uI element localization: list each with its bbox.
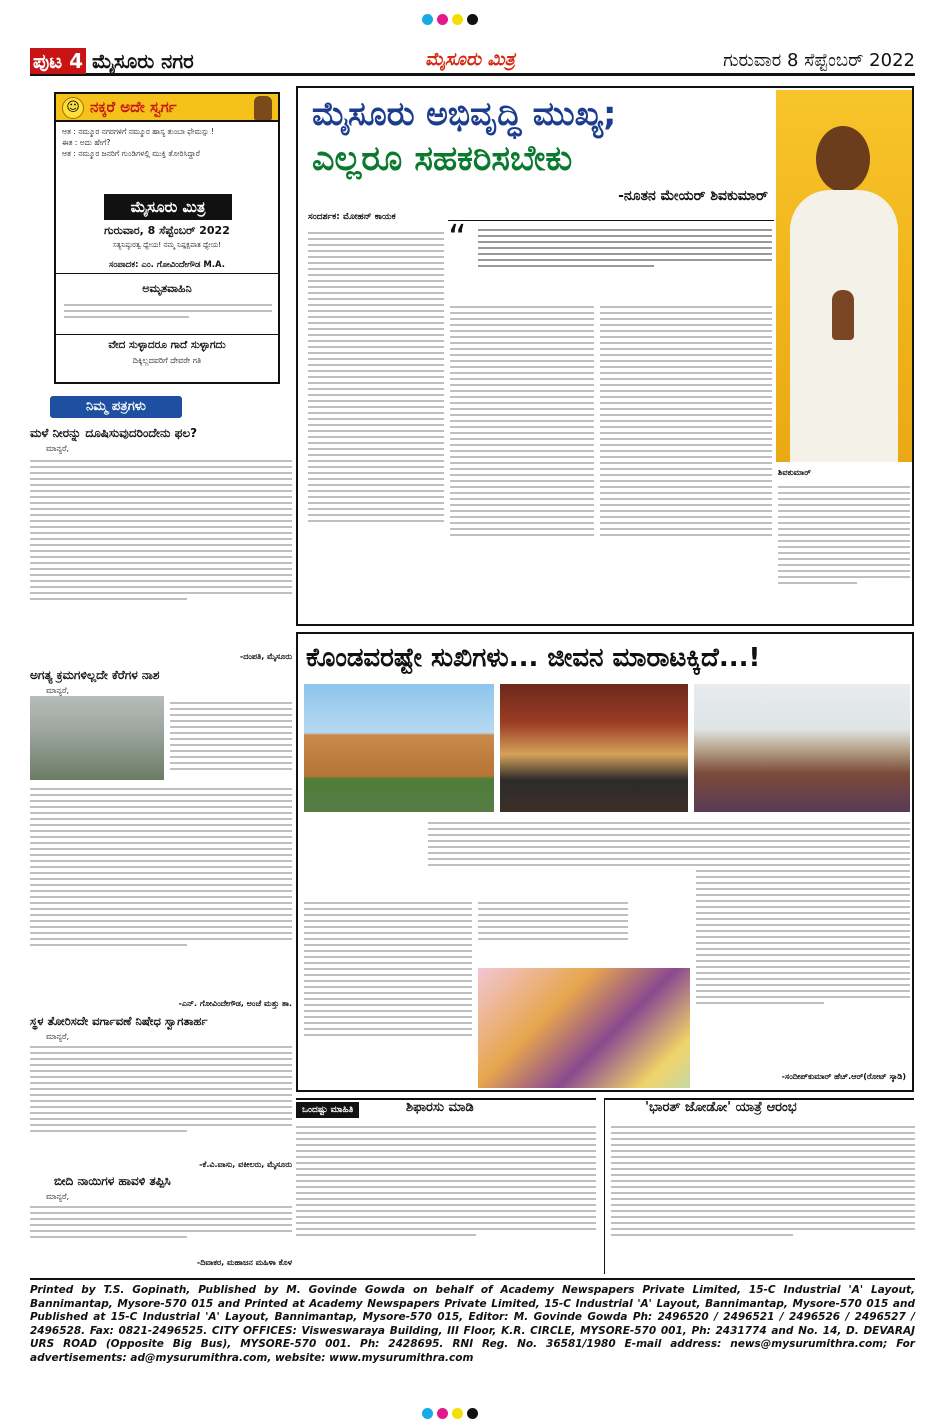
humor-dialogue: [62, 126, 274, 159]
intro-text: [478, 225, 772, 295]
lake-fog-photo: [30, 696, 164, 780]
issue-date: ಗುರುವಾರ 8 ಸೆಪ್ಟೆಂಬರ್ 2022: [723, 50, 915, 71]
recommend-body: [296, 1122, 596, 1274]
lead-column-2: [450, 302, 594, 620]
lead-column-4: [778, 482, 910, 620]
lead-column-3: [600, 302, 772, 620]
namaste-hands: [832, 290, 854, 340]
mini-tagline: ಸತ್ಯನಿಷ್ಠುರತ್ವ ಧ್ಯೇಯ! ನಮ್ಮ ನಿಷ್ಪಕ್ಷಪಾತ ಧ್ಯೇಯ!: [112, 241, 222, 249]
letter-signature: -ದಿವಾಕರ, ಮಹಾಜನ ಮಹಿಳಾ ಕೊಳ: [196, 1258, 292, 1267]
page-number-badge: ಪುಟ 4: [30, 48, 86, 74]
lead-byline: -ನೂತನ ಮೇಯರ್ ಶಿವಕುಮಾರ್: [618, 188, 768, 204]
feature-column-2: [478, 898, 628, 964]
letter-title: ಸ್ಥಳ ತೋರಿಸದೇ ವರ್ಗಾವಣೆ ನಿಷೇಧ ಸ್ವಾಗತಾರ್ಹ: [30, 1014, 208, 1028]
black-dot-icon: [467, 14, 478, 25]
letter-title: ಅಗತ್ಯ ಕ್ರಮಗಳಿಲ್ಲದೇ ಕೆರೆಗಳ ನಾಶ: [30, 668, 160, 682]
children-festival-photo: [478, 968, 690, 1088]
feature-credit: -ಸಂದೀಪ್‌ಕುಮಾರ್ ಹೆಚ್.ಆರ್(ರೋಟ್ ಸ್ಕಾಡಿ): [781, 1072, 906, 1081]
recommend-title: ಶಿಫಾರಸು ಮಾಡಿ: [406, 1100, 474, 1115]
humor-box: [54, 92, 280, 384]
letter-salutation: ಮಾನ್ಯರೆ,: [46, 1192, 70, 1201]
quote-mark-icon: “: [448, 218, 467, 259]
yellow-dot-icon: [452, 1408, 463, 1419]
lead-headline-2: ಎಲ್ಲರೂ ಸಹಕರಿಸಬೇಕು: [312, 139, 573, 179]
temple-idol-photo: [500, 684, 688, 812]
letter-body: [30, 1042, 292, 1160]
feature-story: [296, 632, 914, 1092]
feature-column-1: [304, 898, 472, 1088]
lead-headline-1: ಮೈಸೂರು ಅಭಿವೃದ್ಧಿ ಮುಖ್ಯ;: [312, 94, 617, 133]
humor-line: ಆತ : ನಮ್ಮೂರ ಜನರಿಗೆ ಗುಂಡಿಗಳಲ್ಲಿ ಮುಕ್ತಿ ತೋರಿಸಿದ್ದಾರೆ: [62, 149, 200, 158]
mayor-head: [816, 126, 870, 192]
cartoon-figure-icon: [254, 96, 272, 120]
lead-intro-box: [448, 220, 774, 296]
letter-signature: -ಕೆ.ವಿ.ವಾಸು, ವಕೀಲರು, ಮೈಸೂರು: [199, 1160, 292, 1169]
letters-banner: ನಿಮ್ಮ ಪತ್ರಗಳು: [50, 396, 182, 418]
footer-rule: [30, 1278, 915, 1280]
amrutha-title: ಅಮೃತವಾಹಿನಿ: [142, 282, 192, 295]
mini-editor: ಸಂಪಾದಕ: ಎಂ. ಗೋವಿಂದೇಗೌಡ M.A.: [56, 260, 278, 274]
letter-body: [30, 1202, 292, 1256]
letter-body: [170, 698, 292, 782]
letters-column: [30, 396, 292, 1271]
registration-marks-bottom: [420, 1404, 480, 1423]
hilltop-temple-photo: [694, 684, 910, 812]
mayor-photo: [776, 90, 912, 462]
mini-masthead: ಮೈಸೂರು ಮಿತ್ರ: [104, 194, 232, 220]
palace-photo: [304, 684, 494, 812]
footer-imprint: Printed by T.S. Gopinath, Published by M. Govinde Gowda on behalf of Academy Newspapers Private Limited, 15-C Industrial 'A' Layout, Bannimantap, Mysore-570 015 and Printed at Academy Newspapers Private Limited, 15-C Industrial 'A' Layout, Bannimantap, Mysore-570 015 and Published at 15-C Industrial 'A' Layout, Bannimantap, Mysore-570 015, Editor: M. Govinde Gowda Ph: 2496520 / 2496521 / 2496526 / 2496527 / 2496528. Fax: 0821-2496525. CITY OFFICES: Visweswaraya Building, III Floor, K.R. CIRCLE, MYSORE-570 001, Ph: 2431774 and No. 14, D. DEVARAJ URS ROAD (Opposite Big Bus), MYSORE-570 001. Ph: 2428695. RNI Reg. No. 36581/1980 E-mail address: news@mysurumithra.com; For advertisements: ad@mysurumithra.com, website: www.mysurumithra.com: [30, 1284, 915, 1364]
page-header: [30, 44, 915, 76]
letter-title: ಮಳೆ ನೀರನ್ನು ದೂಷಿಸುವುದರಿಂದೇನು ಫಲ?: [30, 426, 198, 440]
black-dot-icon: [467, 1408, 478, 1419]
bharat-jodo-body: [611, 1122, 915, 1274]
proverb-sub: ದಿಕ್ಕಿಲ್ಲದವರಿಗೆ ದೇವರೇ ಗತಿ: [132, 356, 202, 365]
lead-story: [296, 86, 914, 626]
humor-title: ನಕ್ಕರೆ ಅದೇ ಸ್ವರ್ಗ: [90, 98, 177, 116]
humor-line: ಈತ : ಅದು ಹೇಗೆ?: [62, 138, 111, 147]
letter-body: [30, 784, 292, 999]
bharat-jodo-story: [604, 1098, 914, 1274]
humor-title-bar: [56, 94, 278, 122]
humor-line: ಆತ : ನಮ್ಮೂರ ನಗರಗಳಿಗೆ ನಮ್ಮೂರ ಹಾಸ್ಯ ತುಂಬಾ ಫೇಮಸ್ಸು !: [62, 127, 215, 136]
letter-salutation: ಮಾನ್ಯರೆ,: [46, 686, 70, 695]
lead-column-1: [308, 228, 444, 620]
proverb-title: ವೇದ ಸುಳ್ಳಾದರೂ ಗಾದೆ ಸುಳ್ಳಾಗದು: [56, 334, 278, 352]
section-title: ಮೈಸೂರು ನಗರ: [92, 49, 194, 73]
cyan-dot-icon: [422, 1408, 433, 1419]
magenta-dot-icon: [437, 14, 448, 25]
cyan-dot-icon: [422, 14, 433, 25]
amrutha-body: [64, 300, 272, 322]
interviewer-credit: ಸಂದರ್ಶಕ: ಮೋಹನ್ ಕಾಯಕ: [308, 212, 396, 222]
letter-signature: -ದಂಪತಿ, ಮೈಸೂರು: [239, 652, 292, 661]
magenta-dot-icon: [437, 1408, 448, 1419]
registration-marks-top: [420, 10, 480, 29]
laughing-face-icon: ☺: [62, 97, 84, 119]
letter-body: [30, 456, 292, 651]
mini-date: ಗುರುವಾರ, 8 ಸೆಪ್ಟೆಂಬರ್ 2022: [104, 224, 230, 237]
feature-column-3: [696, 818, 910, 1070]
yellow-dot-icon: [452, 14, 463, 25]
recommend-story: [296, 1098, 596, 1274]
bharat-jodo-title: 'ಭಾರತ್ ಜೋಡೋ' ಯಾತ್ರೆ ಆರಂಭ: [645, 1100, 797, 1115]
masthead-logo: ಮೈಸೂರು ಮಿತ್ರ: [425, 49, 515, 70]
letter-salutation: ಮಾನ್ಯರೆ,: [46, 444, 70, 453]
feature-headline: ಕೊಂಡವರಷ್ಟೇ ಸುಖಿಗಳು... ಜೀವನ ಮಾರಾಟಕ್ಕಿದೆ...!: [306, 643, 761, 673]
photo-caption: ಶಿವಕುಮಾರ್: [778, 468, 811, 477]
letter-title: ಬೀದಿ ನಾಯಿಗಳ ಹಾವಳಿ ತಪ್ಪಿಸಿ: [54, 1174, 171, 1188]
info-tag: ಒಂದಷ್ಟು ಮಾಹಿತಿ: [296, 1102, 359, 1118]
letter-signature: -ಎನ್. ಗೋವಿಂದೇಗೌಡ, ಅಂಚೆ ಮತ್ತು ತಾ.: [178, 999, 292, 1008]
letter-salutation: ಮಾನ್ಯರೆ,: [46, 1032, 70, 1041]
